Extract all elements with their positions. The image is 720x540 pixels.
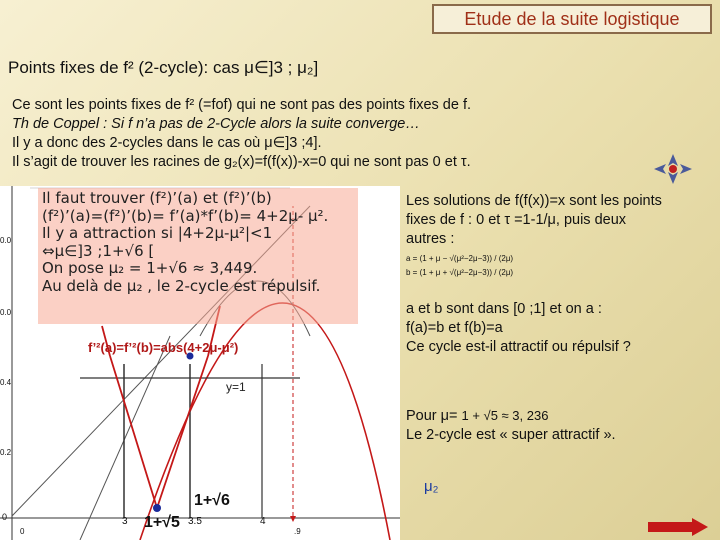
x-tick: 4	[260, 516, 266, 527]
overlay-line: On pose μ₂ = 1+√6 ≈ 3,449.	[42, 259, 258, 277]
graph-label-f2: f’²(a)=f’²(b)=abs(4+2μ-μ²)	[88, 340, 239, 355]
text-line: a et b sont dans [0 ;1] et on a :	[406, 301, 602, 317]
section-title: Points fixes de f² (2-cycle): cas μ∈]3 ; μ₂]	[8, 58, 319, 77]
crosshair-icon	[654, 154, 692, 184]
overlay-line: Au delà de μ₂ , le 2-cycle est répulsif.	[42, 276, 321, 295]
intro-line: Ce sont les points fixes de f² (=fof) qui ne sont pas des points fixes de f.	[12, 97, 472, 113]
overlay-line: Il faut trouver (f²)’(a) et (f²)’(b)	[42, 189, 272, 207]
intro-text	[12, 96, 612, 172]
mu-expression: 1 + √5 ≈ 3, 236	[461, 408, 549, 423]
cycle-paragraph	[406, 300, 631, 357]
text-line: fixes de f : 0 et τ =1-1/μ, puis deux	[406, 212, 627, 228]
graph-label-y1: y=1	[226, 380, 246, 394]
coppel-overlay	[38, 188, 358, 324]
text-line: Ce cycle est-il attractif ou répulsif ?	[406, 339, 631, 355]
formula-a: a = (1 + μ − √(μ²−2μ−3)) / (2μ)	[406, 254, 514, 263]
mu2-link[interactable]: μ₂	[424, 478, 439, 495]
text-prefix: Pour μ=	[406, 408, 462, 424]
y-tick: 0.0	[0, 308, 12, 317]
text-line: autres :	[406, 231, 455, 247]
y-tick: 0.2	[0, 448, 12, 457]
intro-line: Il y a donc des 2-cycles dans le cas où μ∈]3 ;4].	[12, 135, 322, 151]
text-line: Le 2-cycle est « super attractif ».	[406, 427, 616, 443]
y-tick: 0.0	[0, 236, 12, 245]
next-arrow-button[interactable]	[648, 518, 708, 536]
axis-zero: 0	[20, 527, 25, 536]
text-line: f(a)=b et f(b)=a	[406, 320, 503, 336]
text-line: Les solutions de f(f(x))=x sont les points	[406, 193, 662, 209]
page-title: Etude de la suite logistique	[464, 8, 680, 29]
intro-line: Il s’agit de trouver les racines de g₂(x)=f(f(x))-x=0 qui ne sont pas 0 et τ.	[12, 154, 471, 170]
x-tick: 3	[122, 516, 128, 527]
formulas-ab	[406, 254, 566, 284]
x-tick: 3.5	[188, 516, 202, 527]
root-label-top: 1+√6	[194, 492, 230, 509]
overlay-line: Il y a attraction si |4+2μ-μ²|<1	[42, 224, 273, 242]
super-attractive-paragraph	[406, 406, 616, 445]
x-tick: .9	[294, 527, 301, 536]
root-label-bottom: 1+√5	[144, 514, 180, 531]
y-tick: 0.4	[0, 378, 12, 387]
solutions-paragraph	[406, 192, 662, 249]
formula-b: b = (1 + μ + √(μ²−2μ−3)) / (2μ)	[406, 268, 514, 277]
overlay-line: (f²)’(a)=(f²)’(b)= f’(a)*f’(b)= 4+2μ- μ².	[42, 206, 329, 225]
y-tick: 0	[2, 512, 8, 522]
title-box	[432, 4, 712, 34]
intro-line: Th de Coppel : Si f n’a pas de 2-Cycle alors la suite converge…	[12, 116, 420, 132]
overlay-line: ⇔μ∈]3 ;1+√6 [	[42, 241, 155, 260]
